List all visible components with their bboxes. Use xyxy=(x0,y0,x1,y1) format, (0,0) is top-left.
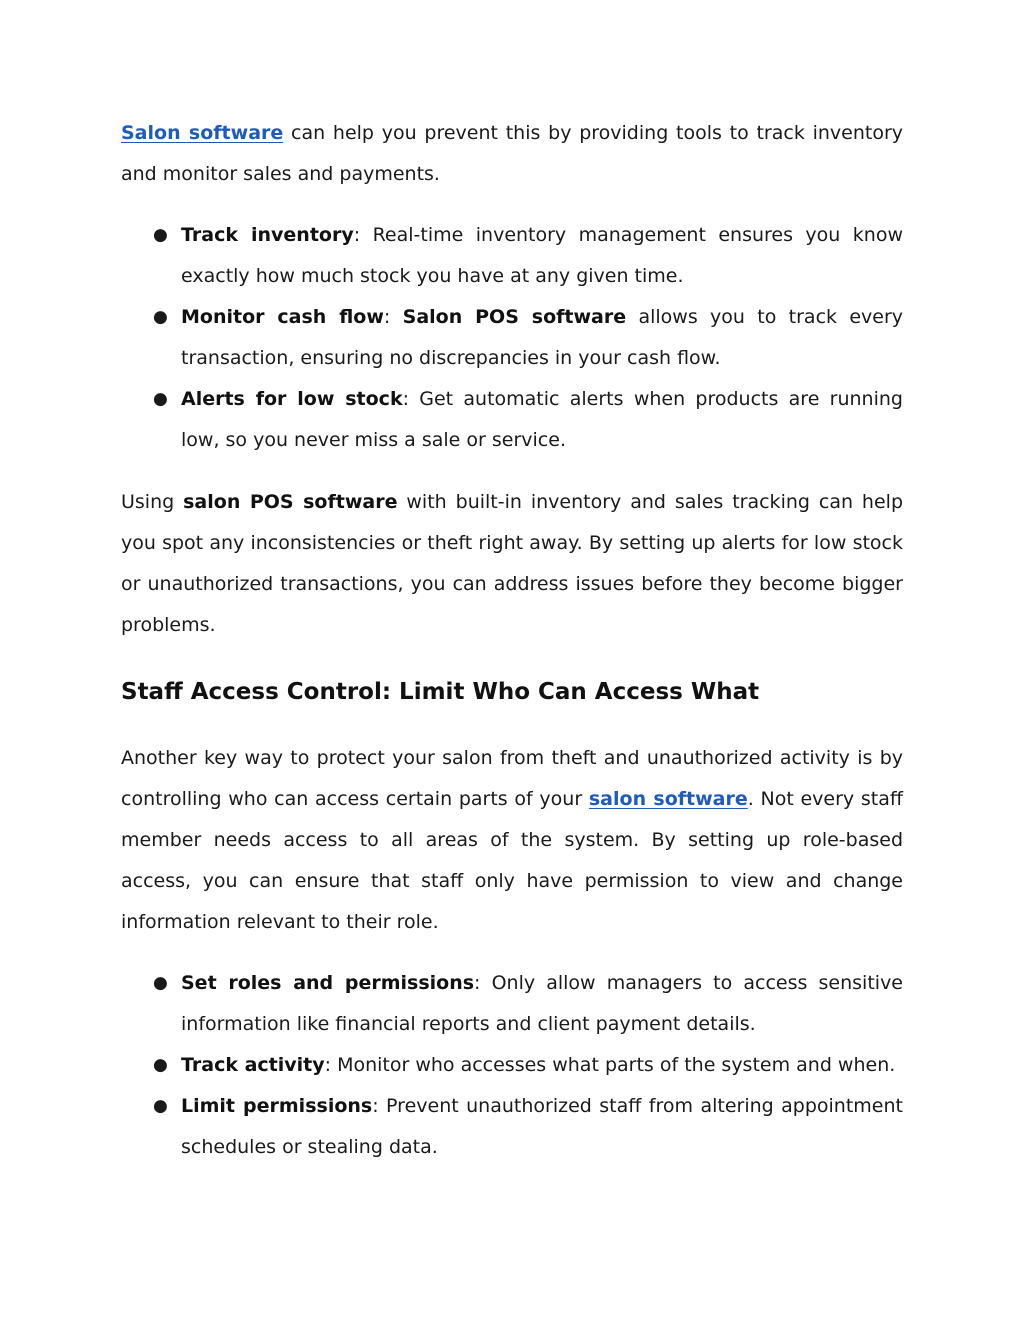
feature-list xyxy=(121,215,903,461)
bullet-icon: ● xyxy=(153,389,168,409)
list-item xyxy=(121,1045,903,1086)
paragraph-text: Another key way to protect your salon from theft and unauthorized activity is by controlling who can access certain parts of your xyxy=(121,747,903,810)
list-item-title: Monitor cash flow xyxy=(181,306,384,328)
bullet-icon: ● xyxy=(153,973,168,993)
list-item-title: Limit permissions xyxy=(181,1095,373,1117)
intro-paragraph xyxy=(121,113,903,195)
bullet-icon: ● xyxy=(153,225,168,245)
list-item xyxy=(121,297,903,379)
paragraph-text: with built-in inventory and sales tracking can help you spot any inconsistencies or theft right away. By setting up alerts for low stock or unauthorized transactions, you can address issues before they become bigger problems. xyxy=(121,491,904,636)
list-item-emphasis: Salon POS software xyxy=(402,306,627,328)
salon-software-link[interactable]: salon software xyxy=(588,788,748,810)
list-item-title: Alerts for low stock xyxy=(181,388,403,410)
pos-paragraph xyxy=(121,482,903,646)
permissions-list xyxy=(121,963,903,1168)
list-item-text: : xyxy=(383,306,403,328)
bullet-icon: ● xyxy=(153,307,168,327)
bullet-icon: ● xyxy=(153,1055,168,1075)
bullet-icon: ● xyxy=(153,1096,168,1116)
salon-software-link[interactable]: Salon software xyxy=(121,122,284,144)
list-item xyxy=(121,1086,903,1168)
list-item xyxy=(121,963,903,1045)
list-item-text: : Get automatic alerts when products are running low, so you never miss a sale or service. xyxy=(181,388,903,451)
list-item-title: Set roles and permissions xyxy=(181,972,475,994)
list-item xyxy=(121,215,903,297)
list-item-title: Track inventory xyxy=(181,224,354,246)
list-item-text: : Real-time inventory management ensures you know exactly how much stock you have at any given time. xyxy=(181,224,903,287)
paragraph-text: Using xyxy=(121,491,184,513)
paragraph-emphasis: salon POS software xyxy=(183,491,398,513)
list-item-title: Track activity xyxy=(181,1054,325,1076)
list-item-text: : Monitor who accesses what parts of the system and when. xyxy=(324,1054,896,1076)
list-item-text: : Prevent unauthorized staff from altering appointment schedules or stealing data. xyxy=(181,1095,903,1158)
paragraph-text: . Not every staff member needs access to all areas of the system. By setting up role-based access, you can ensure that staff only have permission to view and change information relevant to their role. xyxy=(121,788,903,933)
intro-text: can help you prevent this by providing tools to track inventory and monitor sales and payments. xyxy=(121,122,903,185)
access-paragraph xyxy=(121,738,903,943)
section-heading: Staff Access Control: Limit Who Can Access What xyxy=(121,679,760,705)
list-item xyxy=(121,379,903,461)
list-item-text: : Only allow managers to access sensitive information like financial reports and client payment details. xyxy=(181,972,903,1035)
list-item-text: allows you to track every transaction, ensuring no discrepancies in your cash flow. xyxy=(181,306,904,369)
